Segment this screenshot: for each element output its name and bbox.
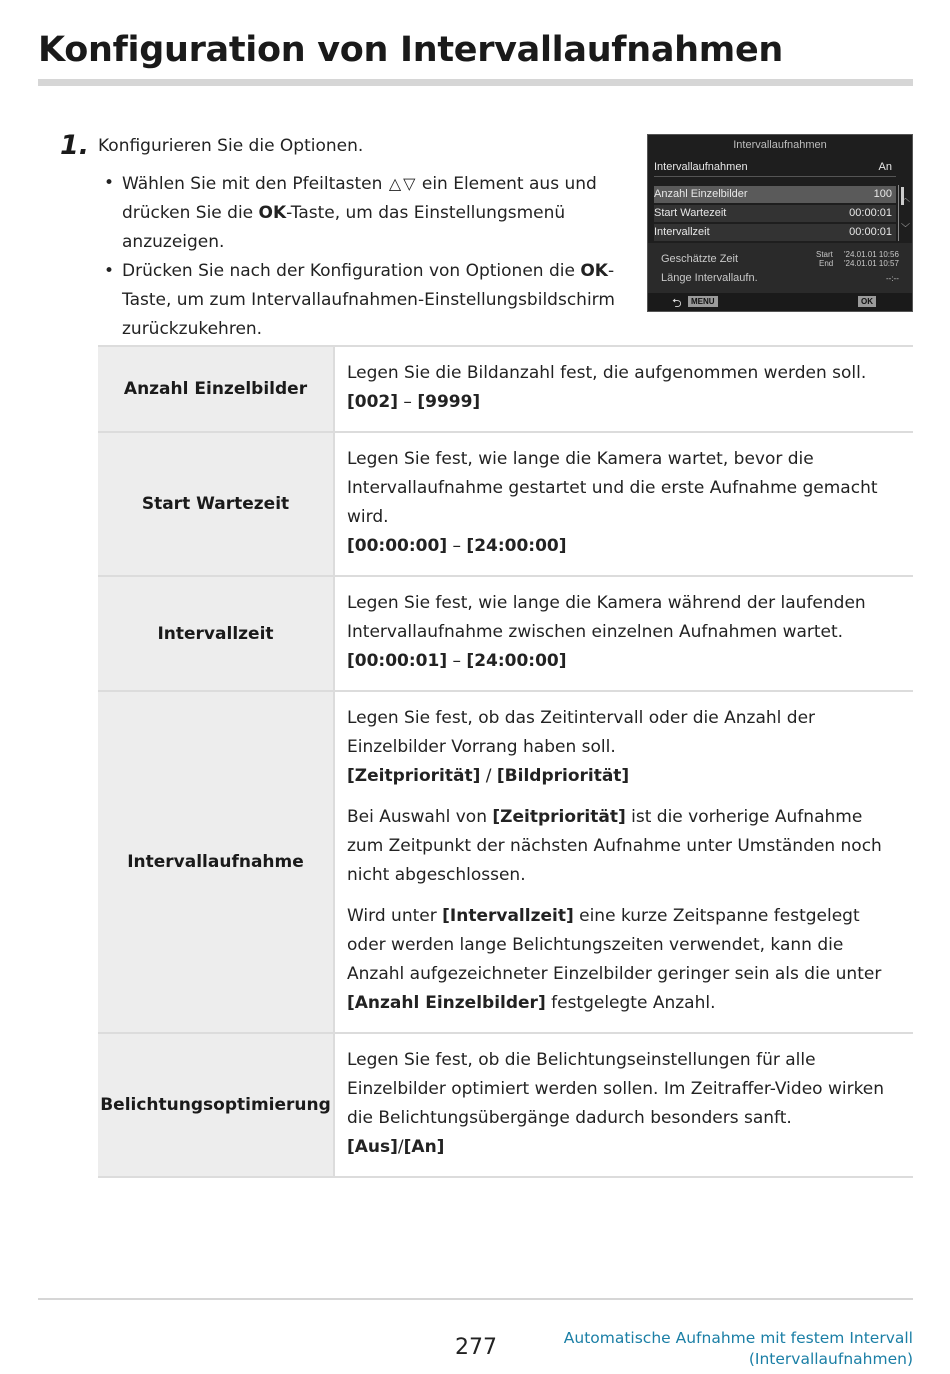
camera-row-label: Anzahl Einzelbilder — [654, 188, 748, 200]
table-row — [98, 1033, 913, 1177]
camera-row-value: 00:00:01 — [849, 226, 892, 238]
option-name: Start Wartezeit — [98, 432, 334, 576]
options-table — [98, 345, 913, 1178]
back-arrow-icon: ⮌ — [672, 296, 682, 310]
camera-ok-button: OK — [858, 296, 876, 307]
camera-row-label: Start Wartezeit — [654, 207, 727, 219]
option-name: Anzahl Einzelbilder — [98, 346, 334, 432]
table-row — [98, 576, 913, 691]
camera-start-label: Start — [816, 250, 833, 259]
camera-footer — [648, 293, 912, 311]
option-text: Legen Sie fest, ob das Zeitintervall oder die Anzahl der Einzelbilder Vorrang haben soll. — [347, 708, 816, 757]
camera-menu-row — [654, 205, 896, 222]
page-number: 277 — [455, 1335, 497, 1360]
bullet-text: Wählen Sie mit den Pfeiltasten — [122, 174, 383, 194]
arrow-down-icon: ▽ — [403, 174, 416, 193]
option-range: [Zeitpriorität] / [Bildpriorität] — [347, 766, 630, 786]
camera-length-label: Länge Intervallaufn. — [661, 272, 758, 284]
camera-menu-header: Intervallaufnahmen — [733, 139, 827, 151]
camera-row-value: An — [878, 161, 892, 173]
table-row — [98, 432, 913, 576]
camera-menu-screenshot — [647, 134, 913, 312]
ok-key-label: OK — [580, 261, 608, 281]
section-link[interactable] — [564, 1328, 913, 1370]
camera-start-value: '24.01.01 10:56 — [844, 250, 899, 259]
option-text: Legen Sie die Bildanzahl fest, die aufgenommen werden soll. — [347, 363, 867, 383]
camera-menu-row — [654, 186, 896, 203]
option-description — [334, 346, 913, 432]
table-row — [98, 346, 913, 432]
step-instruction: Konfigurieren Sie die Optionen. — [98, 136, 364, 156]
option-name: Intervallzeit — [98, 576, 334, 691]
chevron-up-icon: ︿ — [901, 193, 911, 203]
camera-row-value: 100 — [873, 188, 892, 200]
option-range: [00:00:01] – [24:00:00] — [347, 651, 567, 671]
title-divider — [38, 79, 913, 86]
option-description — [334, 432, 913, 576]
camera-end-value: '24.01.01 10:57 — [844, 259, 899, 268]
chevron-down-icon: ﹀ — [901, 223, 911, 233]
bullet-item — [104, 169, 624, 257]
camera-menu-row — [654, 159, 896, 177]
table-row — [98, 691, 913, 1033]
ok-key-label: OK — [258, 203, 287, 223]
camera-menu-button: MENU — [688, 296, 718, 307]
camera-end-label: End — [819, 259, 834, 268]
option-description — [334, 1033, 913, 1177]
arrow-up-icon: △ — [388, 174, 402, 193]
option-name: Belichtungsoptimierung — [98, 1033, 334, 1177]
camera-info-panel — [648, 243, 912, 293]
option-name: Intervallaufnahme — [98, 691, 334, 1033]
bullet-text: -Taste, um das Einstellungsmenü anzuzeigen. — [122, 203, 566, 252]
bullet-item — [104, 257, 624, 344]
option-range: [Aus]/[An] — [347, 1137, 445, 1157]
camera-menu-row — [654, 224, 896, 241]
section-link-line[interactable]: (Intervallaufnahmen) — [748, 1350, 913, 1368]
bullet-text: ein Element aus und drücken Sie die — [122, 174, 597, 223]
option-text: Legen Sie fest, wie lange die Kamera wartet, bevor die Intervallaufnahme gestartet und die erste Aufnahme gemacht wird. — [347, 449, 878, 527]
section-link-line[interactable]: Automatische Aufnahme mit festem Intervall — [563, 1329, 913, 1347]
option-text: Legen Sie fest, ob die Belichtungseinstellungen für alle Einzelbilder optimiert werden sollen. Im Zeitraffer-Video wirken die Belichtungsübergänge dadurch besonders sanft. — [347, 1050, 885, 1128]
option-note: Bei Auswahl von [Zeitpriorität] ist die vorherige Aufnahme zum Zeitpunkt der nächsten Aufnahme unter Umständen noch nicht abgeschlossen. — [347, 807, 882, 885]
option-description — [334, 576, 913, 691]
option-note: Wird unter [Intervallzeit] eine kurze Zeitspanne festgelegt oder werden lange Belichtungszeiten verwendet, kann die Anzahl aufgezeichneter Einzelbilder geringer sein als die unter [Anzahl Einzelbilder] festgelegte Anzahl. — [347, 906, 882, 1013]
bullet-text: Drücken Sie nach der Konfiguration von Optionen die — [122, 261, 575, 281]
camera-row-label: Intervallaufnahmen — [654, 161, 748, 173]
page-title: Konfiguration von Intervallaufnahmen — [38, 30, 784, 70]
camera-row-value: 00:00:01 — [849, 207, 892, 219]
step-bullets — [104, 169, 624, 344]
option-range: [00:00:00] – [24:00:00] — [347, 536, 567, 556]
camera-estimated-label: Geschätzte Zeit — [661, 253, 739, 265]
bullet-text: -Taste, um zum Intervallaufnahmen-Einstellungsbildschirm zurückzukehren. — [122, 261, 615, 339]
camera-row-label: Intervallzeit — [654, 226, 710, 238]
footer-divider — [38, 1298, 913, 1300]
step-number: 1. — [60, 130, 90, 161]
option-description — [334, 691, 913, 1033]
camera-length-value: --:-- — [886, 274, 899, 283]
option-text: Legen Sie fest, wie lange die Kamera während der laufenden Intervallaufnahme zwischen einzelnen Aufnahmen wartet. — [347, 593, 866, 642]
option-range: [002] – [9999] — [347, 392, 481, 412]
